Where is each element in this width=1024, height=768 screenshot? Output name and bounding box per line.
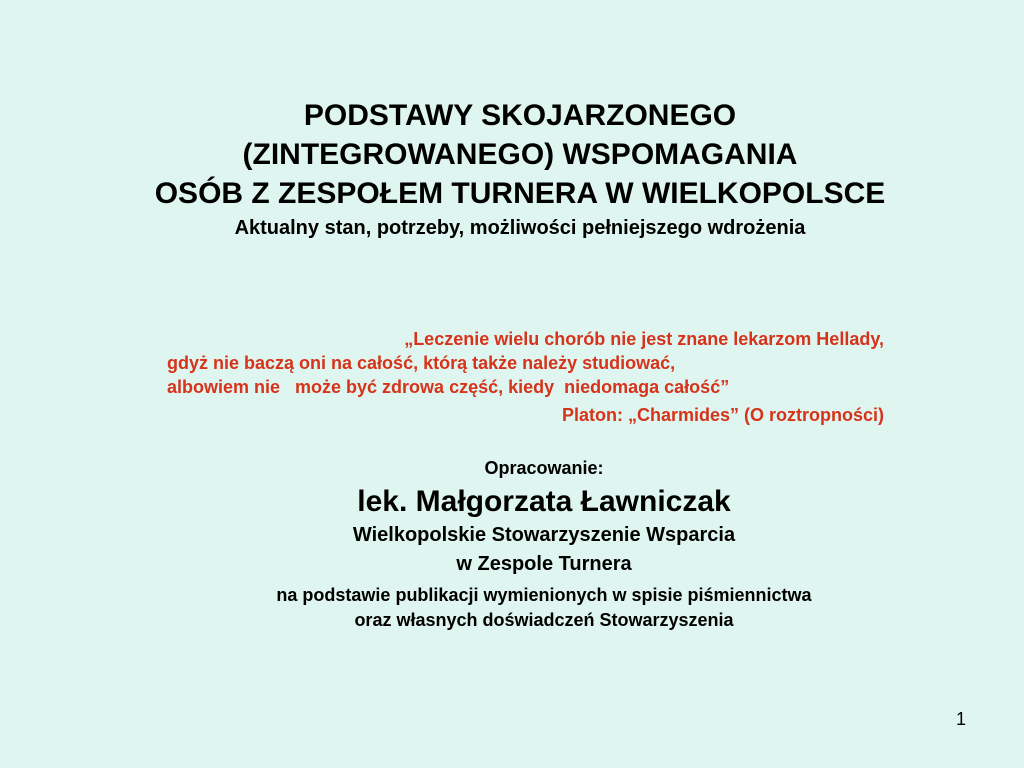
quote-block (164, 327, 884, 427)
source-line-1: na podstawie publikacji wymienionych w spisie piśmiennictwa (276, 585, 812, 605)
slide-subtitle: Aktualny stan, potrzeby, możliwości pełniejszego wdrożenia (234, 217, 806, 239)
quote-line-3: albowiem nie może być zdrowa część, kiedy niedomaga całość” (167, 377, 730, 397)
author-block (0, 455, 1024, 633)
source-line-2: oraz własnych doświadczeń Stowarzyszenia (354, 610, 734, 630)
quote-attribution: Platon: „Charmides” (O roztropności) (561, 405, 884, 425)
prepared-by-label: Opracowanie: (484, 458, 604, 478)
slide-title-line-3: OSÓB Z ZESPOŁEM TURNERA W WIELKOPOLSCE (154, 177, 886, 210)
slide-title-line-2: (ZINTEGROWANEGO) WSPOMAGANIA (242, 138, 798, 171)
author-name: lek. Małgorzata Ławniczak (357, 485, 731, 518)
quote-line-2: gdyż nie baczą oni na całość, którą także należy studiować, (167, 353, 676, 373)
slide-title-block (0, 96, 1024, 242)
organization-line-2: w Zespole Turnera (456, 553, 632, 575)
slide-title-line-1: PODSTAWY SKOJARZONEGO (303, 99, 737, 132)
quote-line-1: „Leczenie wielu chorób nie jest znane lekarzom Hellady, (404, 329, 884, 349)
slide-number: 1 (955, 709, 966, 729)
organization-line-1: Wielkopolskie Stowarzyszenie Wsparcia (352, 524, 736, 546)
